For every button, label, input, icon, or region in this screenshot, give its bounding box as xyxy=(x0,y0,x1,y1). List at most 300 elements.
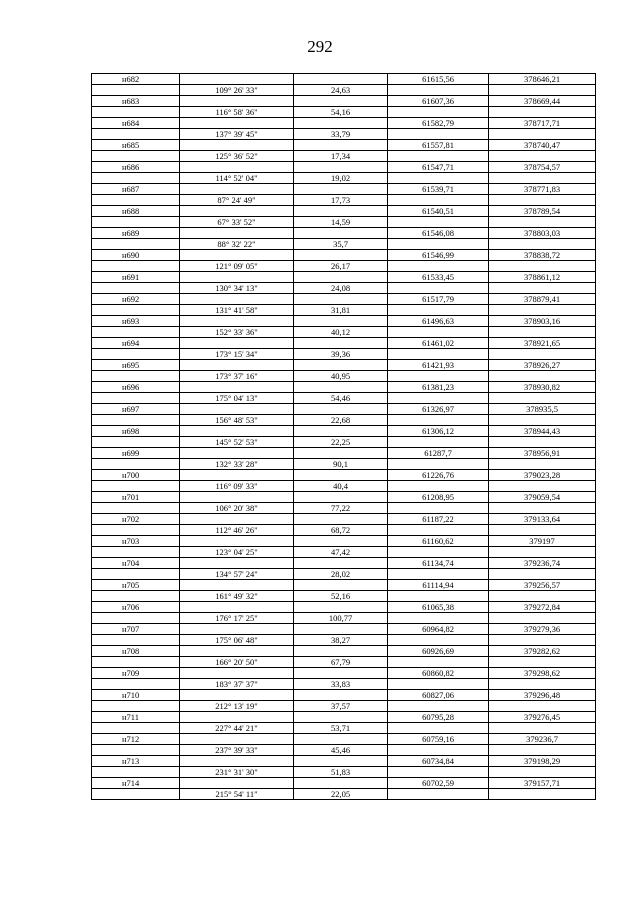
segment-length: 53,71 xyxy=(294,723,388,734)
empty-cell xyxy=(388,415,489,426)
empty-cell xyxy=(180,272,294,283)
point-name: н699 xyxy=(92,448,180,459)
coord-x: 61065,38 xyxy=(388,602,489,613)
direction-angle: 109° 26' 33" xyxy=(180,85,294,96)
coord-x: 61187,22 xyxy=(388,514,489,525)
empty-cell xyxy=(489,701,596,712)
coord-x: 60734,84 xyxy=(388,756,489,767)
segment-length: 90,1 xyxy=(294,459,388,470)
empty-cell xyxy=(388,613,489,624)
segment-row xyxy=(92,789,596,800)
empty-cell xyxy=(489,503,596,514)
segment-row xyxy=(92,173,596,184)
empty-cell xyxy=(92,261,180,272)
direction-angle: 137° 39' 45" xyxy=(180,129,294,140)
empty-cell xyxy=(489,459,596,470)
coord-y: 378903,16 xyxy=(489,316,596,327)
empty-cell xyxy=(388,393,489,404)
coord-x: 61160,62 xyxy=(388,536,489,547)
point-name: н713 xyxy=(92,756,180,767)
point-name: н702 xyxy=(92,514,180,525)
empty-cell xyxy=(180,536,294,547)
point-name: н683 xyxy=(92,96,180,107)
coord-y: 379059,54 xyxy=(489,492,596,503)
empty-cell xyxy=(489,591,596,602)
direction-angle: 125° 36' 52" xyxy=(180,151,294,162)
point-name: н714 xyxy=(92,778,180,789)
empty-cell xyxy=(489,261,596,272)
coordinates-table-body xyxy=(92,74,596,800)
segment-length: 22,68 xyxy=(294,415,388,426)
empty-cell xyxy=(180,184,294,195)
empty-cell xyxy=(294,558,388,569)
segment-length: 28,02 xyxy=(294,569,388,580)
empty-cell xyxy=(92,459,180,470)
segment-length: 33,79 xyxy=(294,129,388,140)
empty-cell xyxy=(388,503,489,514)
empty-cell xyxy=(92,767,180,778)
coord-x: 61517,79 xyxy=(388,294,489,305)
coord-x: 61226,76 xyxy=(388,470,489,481)
segment-row xyxy=(92,591,596,602)
point-row xyxy=(92,712,596,723)
empty-cell xyxy=(92,327,180,338)
point-name: н698 xyxy=(92,426,180,437)
empty-cell xyxy=(180,558,294,569)
empty-cell xyxy=(388,85,489,96)
direction-angle: 212° 13' 19" xyxy=(180,701,294,712)
empty-cell xyxy=(180,690,294,701)
point-name: н686 xyxy=(92,162,180,173)
coord-x: 60759,16 xyxy=(388,734,489,745)
point-name: н682 xyxy=(92,74,180,85)
empty-cell xyxy=(388,745,489,756)
point-name: н695 xyxy=(92,360,180,371)
empty-cell xyxy=(294,404,388,415)
coord-y: 379133,64 xyxy=(489,514,596,525)
direction-angle: 132° 33' 28" xyxy=(180,459,294,470)
point-row xyxy=(92,624,596,635)
empty-cell xyxy=(489,239,596,250)
direction-angle: 152° 33' 36" xyxy=(180,327,294,338)
point-row xyxy=(92,206,596,217)
coord-y: 379296,48 xyxy=(489,690,596,701)
point-row xyxy=(92,514,596,525)
empty-cell xyxy=(388,371,489,382)
empty-cell xyxy=(388,767,489,778)
point-row xyxy=(92,668,596,679)
empty-cell xyxy=(180,580,294,591)
coord-y: 378717,71 xyxy=(489,118,596,129)
empty-cell xyxy=(388,525,489,536)
coord-y: 378956,91 xyxy=(489,448,596,459)
segment-row xyxy=(92,129,596,140)
coord-y: 378944,43 xyxy=(489,426,596,437)
direction-angle: 175° 06' 48" xyxy=(180,635,294,646)
empty-cell xyxy=(92,635,180,646)
point-row xyxy=(92,228,596,239)
empty-cell xyxy=(388,129,489,140)
coord-x: 61461,02 xyxy=(388,338,489,349)
empty-cell xyxy=(388,151,489,162)
segment-row xyxy=(92,107,596,118)
segment-length: 54,16 xyxy=(294,107,388,118)
empty-cell xyxy=(489,525,596,536)
point-name: н709 xyxy=(92,668,180,679)
point-row xyxy=(92,756,596,767)
empty-cell xyxy=(294,690,388,701)
point-name: н710 xyxy=(92,690,180,701)
segment-row xyxy=(92,261,596,272)
segment-row xyxy=(92,481,596,492)
segment-row xyxy=(92,349,596,360)
coord-x: 61287,7 xyxy=(388,448,489,459)
empty-cell xyxy=(180,118,294,129)
segment-row xyxy=(92,437,596,448)
empty-cell xyxy=(294,712,388,723)
segment-row xyxy=(92,327,596,338)
empty-cell xyxy=(388,283,489,294)
empty-cell xyxy=(92,239,180,250)
empty-cell xyxy=(489,107,596,118)
coord-y: 378838,72 xyxy=(489,250,596,261)
empty-cell xyxy=(294,624,388,635)
coord-x: 61546,08 xyxy=(388,228,489,239)
empty-cell xyxy=(92,107,180,118)
empty-cell xyxy=(388,173,489,184)
point-row xyxy=(92,382,596,393)
empty-cell xyxy=(489,283,596,294)
empty-cell xyxy=(294,360,388,371)
point-row xyxy=(92,118,596,129)
point-row xyxy=(92,316,596,327)
point-row xyxy=(92,184,596,195)
coord-y: 378669,44 xyxy=(489,96,596,107)
segment-length: 26,17 xyxy=(294,261,388,272)
coord-y: 378803,03 xyxy=(489,228,596,239)
empty-cell xyxy=(294,382,388,393)
direction-angle: 237° 39' 33" xyxy=(180,745,294,756)
empty-cell xyxy=(92,129,180,140)
point-name: н707 xyxy=(92,624,180,635)
coord-x: 61557,81 xyxy=(388,140,489,151)
empty-cell xyxy=(489,151,596,162)
empty-cell xyxy=(489,85,596,96)
direction-angle: 173° 37' 16" xyxy=(180,371,294,382)
coord-y: 379282,62 xyxy=(489,646,596,657)
segment-length: 24,63 xyxy=(294,85,388,96)
coord-x: 61582,79 xyxy=(388,118,489,129)
empty-cell xyxy=(180,646,294,657)
empty-cell xyxy=(489,393,596,404)
point-row xyxy=(92,404,596,415)
segment-row xyxy=(92,723,596,734)
empty-cell xyxy=(294,338,388,349)
point-row xyxy=(92,690,596,701)
empty-cell xyxy=(92,481,180,492)
empty-cell xyxy=(294,448,388,459)
point-name: н712 xyxy=(92,734,180,745)
segment-length: 40,12 xyxy=(294,327,388,338)
empty-cell xyxy=(294,294,388,305)
empty-cell xyxy=(92,393,180,404)
coord-x: 61134,74 xyxy=(388,558,489,569)
empty-cell xyxy=(489,767,596,778)
empty-cell xyxy=(180,734,294,745)
empty-cell xyxy=(92,701,180,712)
empty-cell xyxy=(180,316,294,327)
point-name: н690 xyxy=(92,250,180,261)
segment-length: 24,08 xyxy=(294,283,388,294)
empty-cell xyxy=(180,228,294,239)
coord-y: 379272,84 xyxy=(489,602,596,613)
empty-cell xyxy=(489,481,596,492)
empty-cell xyxy=(388,569,489,580)
point-row xyxy=(92,536,596,547)
direction-angle: 161° 49' 32" xyxy=(180,591,294,602)
empty-cell xyxy=(92,437,180,448)
direction-angle: 123° 04' 25" xyxy=(180,547,294,558)
empty-cell xyxy=(180,668,294,679)
coord-x: 61381,23 xyxy=(388,382,489,393)
direction-angle: 176° 17' 25" xyxy=(180,613,294,624)
coord-x: 61496,63 xyxy=(388,316,489,327)
point-row xyxy=(92,646,596,657)
empty-cell xyxy=(294,646,388,657)
point-name: н711 xyxy=(92,712,180,723)
coord-x: 61607,36 xyxy=(388,96,489,107)
segment-length: 31,81 xyxy=(294,305,388,316)
coord-y: 378754,57 xyxy=(489,162,596,173)
direction-angle: 121° 09' 05" xyxy=(180,261,294,272)
empty-cell xyxy=(92,657,180,668)
empty-cell xyxy=(92,217,180,228)
empty-cell xyxy=(294,602,388,613)
segment-length: 17,34 xyxy=(294,151,388,162)
coord-x: 60795,28 xyxy=(388,712,489,723)
point-name: н693 xyxy=(92,316,180,327)
coord-y: 378861,12 xyxy=(489,272,596,283)
empty-cell xyxy=(180,74,294,85)
empty-cell xyxy=(489,657,596,668)
empty-cell xyxy=(92,503,180,514)
segment-row xyxy=(92,305,596,316)
coord-x: 61533,45 xyxy=(388,272,489,283)
empty-cell xyxy=(294,756,388,767)
segment-row xyxy=(92,151,596,162)
empty-cell xyxy=(388,239,489,250)
segment-row xyxy=(92,371,596,382)
empty-cell xyxy=(92,415,180,426)
point-name: н704 xyxy=(92,558,180,569)
point-name: н691 xyxy=(92,272,180,283)
coord-y: 379236,7 xyxy=(489,734,596,745)
segment-length: 17,73 xyxy=(294,195,388,206)
coord-y: 379298,62 xyxy=(489,668,596,679)
empty-cell xyxy=(489,217,596,228)
point-row xyxy=(92,448,596,459)
segment-row xyxy=(92,459,596,470)
segment-row xyxy=(92,393,596,404)
direction-angle: 114° 52' 04" xyxy=(180,173,294,184)
segment-length: 77,22 xyxy=(294,503,388,514)
point-row xyxy=(92,470,596,481)
empty-cell xyxy=(294,734,388,745)
empty-cell xyxy=(180,140,294,151)
point-name: н700 xyxy=(92,470,180,481)
empty-cell xyxy=(92,547,180,558)
direction-angle: 131° 41' 58" xyxy=(180,305,294,316)
empty-cell xyxy=(92,195,180,206)
empty-cell xyxy=(180,404,294,415)
point-name: н687 xyxy=(92,184,180,195)
coord-x: 60860,82 xyxy=(388,668,489,679)
point-name: н705 xyxy=(92,580,180,591)
empty-cell xyxy=(92,371,180,382)
empty-cell xyxy=(180,492,294,503)
empty-cell xyxy=(489,569,596,580)
coord-y: 378771,83 xyxy=(489,184,596,195)
coord-y: 379023,28 xyxy=(489,470,596,481)
segment-row xyxy=(92,85,596,96)
empty-cell xyxy=(294,668,388,679)
direction-angle: 183° 37' 37" xyxy=(180,679,294,690)
direction-angle: 175° 04' 13" xyxy=(180,393,294,404)
point-row xyxy=(92,74,596,85)
direction-angle: 88° 32' 22" xyxy=(180,239,294,250)
empty-cell xyxy=(388,789,489,800)
empty-cell xyxy=(92,151,180,162)
empty-cell xyxy=(489,349,596,360)
empty-cell xyxy=(388,657,489,668)
empty-cell xyxy=(180,602,294,613)
segment-row xyxy=(92,239,596,250)
empty-cell xyxy=(294,316,388,327)
empty-cell xyxy=(489,173,596,184)
direction-angle: 215° 54' 11" xyxy=(180,789,294,800)
empty-cell xyxy=(489,305,596,316)
coord-x: 61208,95 xyxy=(388,492,489,503)
coord-x: 60964,82 xyxy=(388,624,489,635)
empty-cell xyxy=(294,162,388,173)
coord-x: 60702,59 xyxy=(388,778,489,789)
segment-length: 35,7 xyxy=(294,239,388,250)
empty-cell xyxy=(388,327,489,338)
coord-y: 378930,82 xyxy=(489,382,596,393)
empty-cell xyxy=(388,723,489,734)
direction-angle: 130° 34' 13" xyxy=(180,283,294,294)
empty-cell xyxy=(294,228,388,239)
empty-cell xyxy=(388,261,489,272)
direction-angle: 106° 20' 38" xyxy=(180,503,294,514)
empty-cell xyxy=(489,129,596,140)
empty-cell xyxy=(294,272,388,283)
empty-cell xyxy=(388,701,489,712)
empty-cell xyxy=(388,679,489,690)
point-name: н692 xyxy=(92,294,180,305)
point-name: н703 xyxy=(92,536,180,547)
point-row xyxy=(92,778,596,789)
segment-length: 40,4 xyxy=(294,481,388,492)
direction-angle: 145° 52' 53" xyxy=(180,437,294,448)
segment-length: 100,77 xyxy=(294,613,388,624)
point-row xyxy=(92,602,596,613)
empty-cell xyxy=(294,74,388,85)
coord-y: 379236,74 xyxy=(489,558,596,569)
coord-x: 61421,93 xyxy=(388,360,489,371)
direction-angle: 116° 09' 33" xyxy=(180,481,294,492)
direction-angle: 173° 15' 34" xyxy=(180,349,294,360)
empty-cell xyxy=(180,382,294,393)
empty-cell xyxy=(180,470,294,481)
point-name: н708 xyxy=(92,646,180,657)
empty-cell xyxy=(180,294,294,305)
empty-cell xyxy=(92,613,180,624)
segment-row xyxy=(92,613,596,624)
segment-length: 52,16 xyxy=(294,591,388,602)
empty-cell xyxy=(489,371,596,382)
segment-length: 47,42 xyxy=(294,547,388,558)
empty-cell xyxy=(388,217,489,228)
segment-row xyxy=(92,745,596,756)
empty-cell xyxy=(388,195,489,206)
segment-length: 22,05 xyxy=(294,789,388,800)
empty-cell xyxy=(294,470,388,481)
segment-length: 39,36 xyxy=(294,349,388,360)
empty-cell xyxy=(388,107,489,118)
segment-length: 67,79 xyxy=(294,657,388,668)
direction-angle: 116° 58' 36" xyxy=(180,107,294,118)
empty-cell xyxy=(92,745,180,756)
point-row xyxy=(92,294,596,305)
empty-cell xyxy=(489,327,596,338)
segment-length: 19,02 xyxy=(294,173,388,184)
coord-x: 61539,71 xyxy=(388,184,489,195)
empty-cell xyxy=(180,624,294,635)
empty-cell xyxy=(180,162,294,173)
segment-length: 14,59 xyxy=(294,217,388,228)
point-name: н688 xyxy=(92,206,180,217)
empty-cell xyxy=(180,206,294,217)
segment-row xyxy=(92,195,596,206)
empty-cell xyxy=(294,514,388,525)
coord-y: 379256,57 xyxy=(489,580,596,591)
coord-y: 378789,54 xyxy=(489,206,596,217)
empty-cell xyxy=(92,591,180,602)
point-row xyxy=(92,580,596,591)
segment-row xyxy=(92,525,596,536)
empty-cell xyxy=(388,481,489,492)
coord-y: 378926,27 xyxy=(489,360,596,371)
direction-angle: 134° 57' 24" xyxy=(180,569,294,580)
point-name: н701 xyxy=(92,492,180,503)
empty-cell xyxy=(388,547,489,558)
point-row xyxy=(92,250,596,261)
empty-cell xyxy=(294,96,388,107)
empty-cell xyxy=(180,426,294,437)
empty-cell xyxy=(294,778,388,789)
point-row xyxy=(92,558,596,569)
empty-cell xyxy=(294,580,388,591)
empty-cell xyxy=(92,679,180,690)
direction-angle: 227° 44' 21" xyxy=(180,723,294,734)
empty-cell xyxy=(388,349,489,360)
coord-x: 61114,94 xyxy=(388,580,489,591)
coord-y: 379197 xyxy=(489,536,596,547)
point-name: н684 xyxy=(92,118,180,129)
segment-row xyxy=(92,701,596,712)
point-row xyxy=(92,96,596,107)
